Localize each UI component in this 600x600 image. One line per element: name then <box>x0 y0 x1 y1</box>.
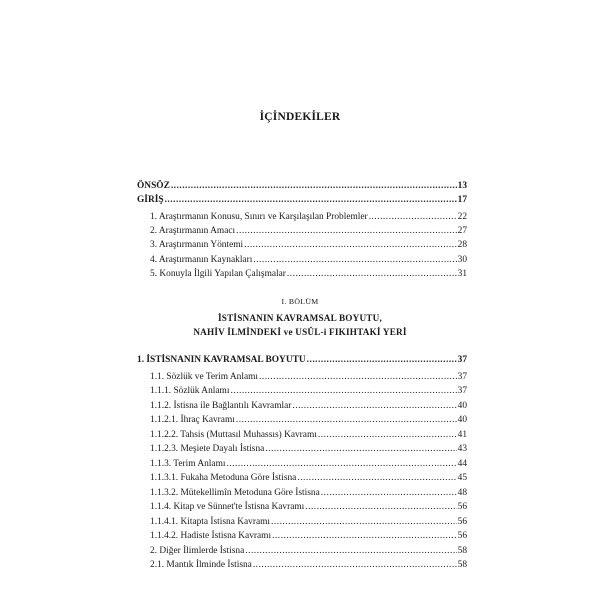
toc-entry-page: 37 <box>457 372 467 382</box>
toc-entry-page: 43 <box>457 444 467 454</box>
toc-entry-label: 1.1.2.3. Meşiete Dayalı İstisna <box>150 444 265 454</box>
toc-entry-label: 1. İSTİSNANIN KAVRAMSAL BOYUTU <box>137 355 306 365</box>
toc-entry[interactable] <box>150 443 467 456</box>
toc-entry-page: 17 <box>457 195 467 205</box>
toc-entry-page: 30 <box>457 255 467 265</box>
toc-entry-page: 40 <box>457 401 467 411</box>
toc-entry-label: 5. Konuyla İlgili Yapılan Çalışmalar <box>150 269 286 279</box>
dot-leader <box>236 225 456 238</box>
dot-leader <box>253 254 456 267</box>
toc-entry[interactable] <box>150 211 467 224</box>
dot-leader <box>230 385 456 398</box>
toc-entry-label: 1.1.2.2. Tahsis (Muttasıl Muhassıs) Kavramı <box>150 430 317 440</box>
toc-entry-label: 1.1. Sözlük ve Terim Anlamı <box>150 372 259 382</box>
dot-leader <box>321 487 457 500</box>
toc-entry-label: 1.1.3. Terim Anlamı <box>150 459 226 469</box>
toc-entry[interactable] <box>150 487 467 500</box>
toc-entry-label: 1.1.4. Kitap ve Sünnet'te İstisna Kavramı <box>150 502 305 512</box>
toc-entry-page: 13 <box>457 181 467 191</box>
toc-entry-page: 37 <box>457 355 467 365</box>
toc-entry-page: 28 <box>457 240 467 250</box>
toc-entry[interactable] <box>150 458 467 471</box>
toc-entry-label: 1.1.4.1. Kitapta İstisna Kavramı <box>150 517 271 527</box>
toc-entry-label: 2.1. Mantık İlminde İstisna <box>150 560 252 570</box>
toc-entry-label: 1. Araştırmanın Konusu, Sınırı ve Karşılaşılan Problemler <box>150 212 368 222</box>
toc-entry-label: 4. Araştırmanın Kaynakları <box>150 255 253 265</box>
part-title-line1: İSTİSNANIN KAVRAMSAL BOYUTU, <box>218 313 382 323</box>
dot-leader <box>272 530 457 543</box>
toc-entry-label: ÖNSÖZ <box>137 181 170 191</box>
toc-entry-label: 1.1.3.2. Mütekellimîn Metoduna Göre İstisna <box>150 488 320 498</box>
toc-entry-page: 58 <box>457 546 467 556</box>
dot-leader <box>259 371 457 384</box>
toc-entry-page: 37 <box>457 386 467 396</box>
toc-entry-page: 56 <box>457 502 467 512</box>
toc-entry-page: 27 <box>457 226 467 236</box>
toc-entry[interactable] <box>150 371 467 384</box>
dot-leader <box>287 268 457 281</box>
toc-entry-label: 1.1.4.2. Hadiste İstisna Kavramı <box>150 531 272 541</box>
page-title: İÇİNDEKİLER <box>259 111 341 123</box>
dot-leader <box>271 516 457 529</box>
toc-entry-page: 45 <box>457 473 467 483</box>
dot-leader <box>305 501 456 514</box>
toc-entry-page: 40 <box>457 415 467 425</box>
toc-entry[interactable] <box>150 225 467 238</box>
toc-entry-label: GİRİŞ <box>137 195 164 205</box>
toc-entry[interactable] <box>150 414 467 427</box>
dot-leader <box>292 400 456 413</box>
dot-leader <box>307 354 457 367</box>
dot-leader <box>297 472 456 485</box>
toc-chapter-heading[interactable] <box>137 354 467 367</box>
toc-entry-label: 1.1.3.1. Fukaha Metoduna Göre İstisna <box>150 473 297 483</box>
toc-entry-page: 56 <box>457 517 467 527</box>
toc-entry[interactable] <box>150 254 467 267</box>
toc-entry-page: 22 <box>457 212 467 222</box>
toc-entry-page: 56 <box>457 531 467 541</box>
toc-entry-page: 44 <box>457 459 467 469</box>
part-title-line2: NAHİV İLMİNDEKİ ve USÛL-i FIKIHTAKİ YERİ <box>193 327 407 337</box>
toc-entry-label: 3. Araştırmanın Yöntemi <box>150 240 244 250</box>
toc-entry-page: 41 <box>457 430 467 440</box>
toc-entry-page: 48 <box>457 488 467 498</box>
toc-entry[interactable] <box>150 559 467 572</box>
toc-entry[interactable] <box>150 501 467 514</box>
toc-entry-giris[interactable] <box>137 194 467 207</box>
toc-entry[interactable] <box>150 239 467 252</box>
toc-entry[interactable] <box>150 268 467 281</box>
toc-entry-label: 1.1.2.1. İhraç Kavramı <box>150 415 235 425</box>
toc-entry-page: 58 <box>457 560 467 570</box>
toc-entry[interactable] <box>150 472 467 485</box>
dot-leader <box>171 180 457 193</box>
toc-entry-label: 2. Diğer İlimlerde İstisna <box>150 546 245 556</box>
dot-leader <box>245 545 456 558</box>
toc-entry-label: 1.1.1. Sözlük Anlamı <box>150 386 230 396</box>
toc-entry[interactable] <box>150 385 467 398</box>
toc-entry[interactable] <box>150 429 467 442</box>
dot-leader <box>165 194 457 207</box>
toc-entry-label: 2. Araştırmanın Amacı <box>150 226 236 236</box>
toc-entry-page: 31 <box>457 269 467 279</box>
toc-entry[interactable] <box>150 545 467 558</box>
toc-entry[interactable] <box>150 400 467 413</box>
dot-leader <box>244 239 456 252</box>
toc-entry-label: 1.1.2. İstisna ile Bağlantılı Kavramlar <box>150 401 292 411</box>
dot-leader <box>253 559 457 572</box>
dot-leader <box>318 429 457 442</box>
part-label: I. BÖLÜM <box>281 297 319 306</box>
toc-entry-onsoz[interactable] <box>137 180 467 193</box>
toc-entry[interactable] <box>150 530 467 543</box>
dot-leader <box>369 211 457 224</box>
dot-leader <box>226 458 456 471</box>
dot-leader <box>236 414 457 427</box>
dot-leader <box>265 443 456 456</box>
toc-entry[interactable] <box>150 516 467 529</box>
